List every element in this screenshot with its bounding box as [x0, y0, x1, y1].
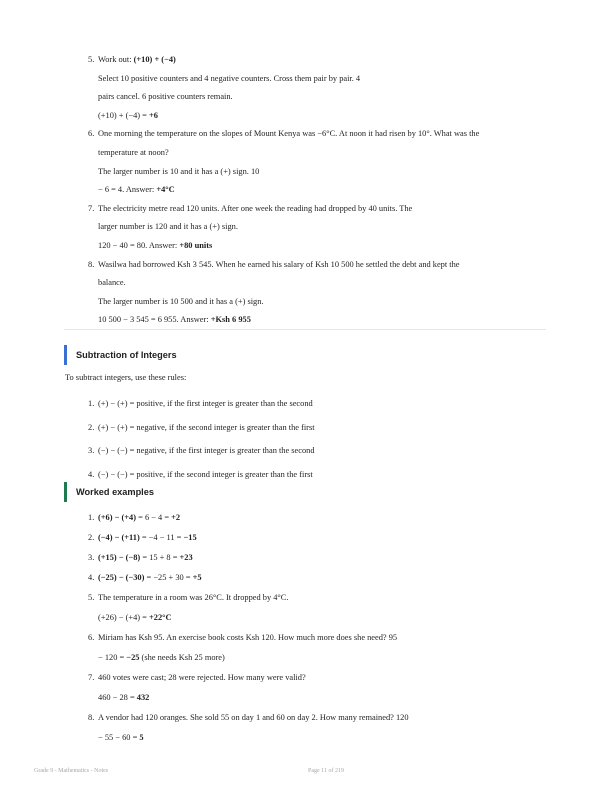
- item-number: 5.: [88, 593, 95, 602]
- item-line: [98, 648, 558, 668]
- line-text: − 6 = 4. Answer:: [98, 185, 157, 195]
- answer-text: (+10) + (−4): [133, 55, 176, 64]
- line-text: = −4 − 11 =: [139, 533, 184, 542]
- item-line: [98, 70, 558, 89]
- item-body: [98, 628, 558, 668]
- item-line: [98, 508, 558, 528]
- answer-text: −25: [126, 653, 140, 662]
- answer-text: +2: [171, 513, 181, 522]
- section-divider: [64, 329, 546, 330]
- line-text: The temperature in a room was 26°C. It dropped by 4°C.: [98, 593, 289, 602]
- item-line: [98, 107, 558, 126]
- item-line: [98, 688, 558, 708]
- item-number: 4.: [88, 573, 95, 582]
- subtraction-intro: To subtract integers, use these rules:: [65, 373, 187, 382]
- answer-text: (−4) − (+11): [98, 533, 140, 542]
- list-item: [88, 568, 558, 588]
- item-line: [98, 181, 558, 200]
- answer-text: +6: [149, 110, 158, 120]
- answer-text: +4°C: [156, 185, 175, 195]
- line-text: Wasilwa had borrowed Ksh 3 545. When he earned his salary of Ksh 10 500 he settled the debt and kept the: [98, 259, 460, 269]
- item-number: 1.: [88, 513, 95, 522]
- answer-text: +22°C: [149, 613, 172, 622]
- item-number: 8.: [88, 713, 95, 722]
- item-body: [98, 256, 558, 330]
- footer-document-title: Grade 9 - Mathematics - Notes: [34, 768, 109, 774]
- item-body: [98, 200, 558, 256]
- item-number: 7.: [88, 673, 95, 682]
- list-item: [88, 508, 558, 528]
- line-text: (+26) − (+4) =: [98, 613, 149, 622]
- answer-text: −15: [183, 533, 197, 542]
- item-line: [98, 708, 558, 728]
- list-item: [88, 125, 558, 199]
- item-body: [98, 568, 558, 588]
- item-line: [98, 628, 558, 648]
- rule-text: (+) − (+) = positive, if the first integer is greater than the second: [98, 399, 313, 408]
- item-line: [98, 218, 558, 237]
- addition-examples-list: [88, 51, 558, 330]
- line-text: temperature at noon?: [98, 147, 169, 157]
- item-line: [98, 51, 558, 70]
- item-body: [98, 548, 558, 568]
- answer-text: 432: [136, 693, 150, 702]
- line-text: − 120 =: [98, 653, 127, 662]
- item-number: 6.: [88, 633, 95, 642]
- answer-text: +5: [192, 573, 202, 582]
- answer-text: (−25) − (−30): [98, 573, 145, 582]
- item-body: [98, 125, 558, 199]
- line-text: Miriam has Ksh 95. An exercise book costs Ksh 120. How much more does she need? 95: [98, 633, 398, 642]
- list-item: [88, 200, 558, 256]
- rule-text: (+) − (+) = negative, if the second integer is greater than the first: [98, 422, 315, 432]
- list-item: [88, 51, 558, 125]
- item-body: [98, 528, 558, 548]
- list-item: [88, 548, 558, 568]
- line-text: (+10) + (−4) =: [98, 110, 149, 120]
- item-number: 3.: [88, 553, 95, 562]
- rule-item: [88, 463, 558, 487]
- item-body: [98, 708, 558, 748]
- item-number: 6.: [88, 129, 95, 139]
- line-text: balance.: [98, 278, 126, 288]
- line-text: A vendor had 120 oranges. She sold 55 on day 1 and 60 on day 2. How many remained? 120: [98, 713, 409, 722]
- line-text: = 15 + 8 =: [140, 553, 180, 562]
- worked-examples-list: [88, 508, 558, 748]
- subtraction-rules-list: [88, 392, 558, 486]
- line-text: = 6 − 4 =: [136, 513, 172, 522]
- answer-text: (+15) − (−8): [98, 553, 141, 562]
- line-text: larger number is 120 and it has a (+) sign.: [98, 222, 238, 232]
- item-body: [98, 508, 558, 528]
- line-text: Select 10 positive counters and 4 negative counters. Cross them pair by pair. 4: [98, 73, 361, 83]
- line-text: Work out:: [98, 55, 134, 64]
- item-number: 7.: [88, 203, 95, 213]
- footer-page-number: Page 11 of 219: [308, 768, 344, 774]
- rule-item: [88, 392, 558, 416]
- item-line: [98, 311, 558, 330]
- item-number: 2.: [88, 533, 95, 542]
- item-line: [98, 293, 558, 312]
- rule-item: [88, 416, 558, 440]
- line-text: 460 votes were cast; 28 were rejected. How many were valid?: [98, 673, 306, 682]
- item-line: [98, 528, 558, 548]
- line-text: 120 − 40 = 80. Answer:: [98, 240, 180, 250]
- item-line: [98, 568, 558, 588]
- list-item: [88, 588, 558, 628]
- worked-examples-heading: Worked examples: [64, 482, 154, 502]
- item-line: [98, 274, 558, 293]
- rule-text: (−) − (−) = negative, if the first integer is greater than the second: [98, 446, 315, 456]
- list-item: [88, 708, 558, 748]
- item-line: [98, 163, 558, 182]
- item-line: [98, 237, 558, 256]
- line-text: − 55 − 60 =: [98, 733, 140, 742]
- rule-number: 3.: [88, 446, 95, 456]
- line-text: = −25 + 30 =: [144, 573, 193, 582]
- line-text: The larger number is 10 500 and it has a (+) sign.: [98, 296, 264, 306]
- item-number: 8.: [88, 259, 95, 269]
- rule-number: 2.: [88, 422, 95, 432]
- item-line: [98, 200, 558, 219]
- line-text: pairs cancel. 6 positive counters remain.: [98, 92, 233, 102]
- line-text: (she needs Ksh 25 more): [139, 653, 225, 662]
- item-line: [98, 548, 558, 568]
- rule-number: 1.: [88, 399, 95, 408]
- list-item: [88, 528, 558, 548]
- line-text: 460 − 28 =: [98, 693, 137, 702]
- line-text: 10 500 − 3 545 = 6 955. Answer:: [98, 315, 211, 325]
- item-line: [98, 588, 558, 608]
- list-item: [88, 256, 558, 330]
- rule-number: 4.: [88, 469, 95, 479]
- item-body: [98, 588, 558, 628]
- item-line: [98, 125, 558, 144]
- item-body: [98, 51, 558, 125]
- line-text: The larger number is 10 and it has a (+) sign. 10: [98, 166, 260, 176]
- item-line: [98, 88, 558, 107]
- answer-text: +23: [179, 553, 193, 562]
- item-line: [98, 668, 558, 688]
- subtraction-heading: Subtraction of Integers: [64, 345, 177, 365]
- item-body: [98, 668, 558, 708]
- item-line: [98, 144, 558, 163]
- list-item: [88, 628, 558, 668]
- line-text: One morning the temperature on the slopes of Mount Kenya was −6°C. At noon it had risen by 10°. What was the: [98, 129, 480, 139]
- item-line: [98, 608, 558, 628]
- answer-text: 5: [139, 733, 144, 742]
- answer-text: +80 units: [179, 240, 213, 250]
- item-line: [98, 728, 558, 748]
- answer-text: +Ksh 6 955: [210, 315, 251, 325]
- item-number: 5.: [88, 55, 95, 64]
- item-line: [98, 256, 558, 275]
- rule-item: [88, 439, 558, 463]
- rule-text: (−) − (−) = positive, if the second integer is greater than the first: [98, 469, 313, 479]
- list-item: [88, 668, 558, 708]
- answer-text: (+6) − (+4): [98, 513, 137, 522]
- line-text: The electricity metre read 120 units. After one week the reading had dropped by 40 units. The: [98, 203, 413, 213]
